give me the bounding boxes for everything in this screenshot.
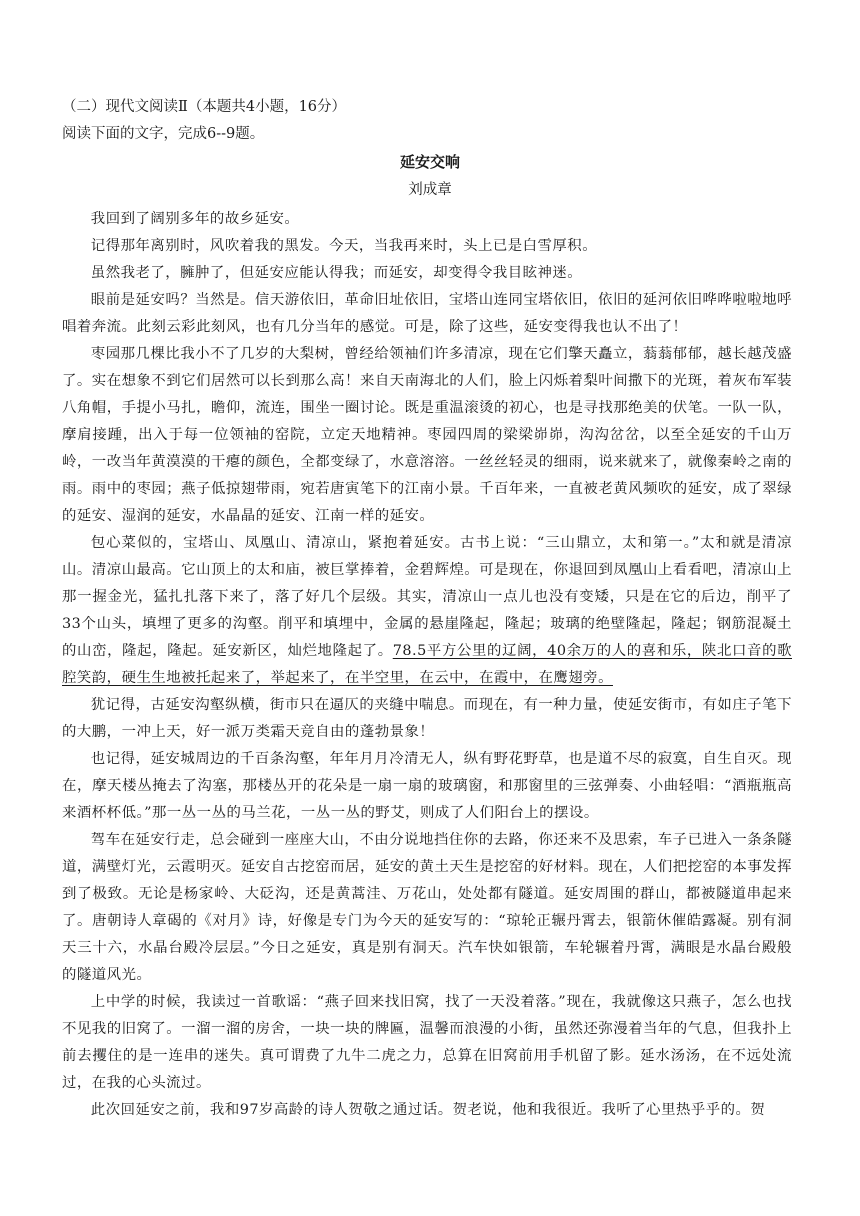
paragraph: 也记得，延安城周边的千百条沟壑，年年月月冷清无人，纵有野花野草，也是道不尽的寂寞，自生自灭。现在，摩天楼丛掩去了沟塞，那楼丛开的花朵是一扇一扇的玻璃窗，和那窗里的三弦弹奏、小曲轻唱：“酒瓶瓶高来酒杯杯低。”那一丛一丛的马兰花，一丛一丛的野艾，则成了人们阳台上的摆设。 <box>62 751 792 821</box>
article-title: 延安交响 <box>399 153 460 171</box>
section-heading: （二）现代文阅读Ⅱ（本题共4小题，16分） <box>62 99 347 115</box>
paragraph: 上中学的时候，我读过一首歌谣：“燕子回来找旧窝，找了一天没着落。”现在，我就像这只燕子，怎么也找不见我的旧窝了。一溜一溜的房舍，一块一块的牌匾，温馨而浪漫的小街，虽然还弥漫着当年的气息，但我扑上前去攫住的是一连串的迷失。真可谓费了九牛二虎之力，总算在旧窝前用手机留了影。延水汤汤，在不远处流过，在我的心头流过。 <box>62 994 792 1091</box>
paragraph: 虽然我老了，臃肿了，但延安应能认得我；而延安，却变得令我目眩神迷。 <box>90 265 583 281</box>
paragraph: 我回到了阔别多年的故乡延安。 <box>90 211 300 227</box>
paragraph: 犹记得，古延安沟壑纵横，街市只在逼仄的夹缝中喘息。而现在，有一种力量，使延安街市，有如庄子笔下的大鹏，一冲上天，好一派万类霜天竞自由的蓬勃景象！ <box>62 697 792 740</box>
paragraph: 记得那年离别时，风吹着我的黑发。今天，当我再来时，头上已是白雪厚积。 <box>90 238 598 254</box>
reading-instruction: 阅读下面的文字，完成6--9题。 <box>62 126 265 142</box>
paragraph-text: 包心菜似的，宝塔山、凤凰山、清凉山，紧抱着延安。古书上说：“三山鼎立，太和第一。”太和就是清凉山。清凉山最高。它山顶上的太和庙，被巨掌捧着，金碧辉煌。可是现在，你退回到凤凰山上看看吧，清凉山上那一握金光，猛扎扎落下来了，落了好几个层级。其实，清凉山一点儿也没有变矮，只是在它的后边，削平了33个山头，填埋了更多的沟壑。削平和填埋中，金属的悬崖隆起，隆起；玻璃的绝壁隆起，隆起；钢筋混凝土的山峦，隆起，隆起。延安新区，灿烂地隆起了。 <box>62 535 792 659</box>
paragraph <box>62 530 792 692</box>
paragraph: 眼前是延安吗？当然是。信天游依旧，革命旧址依旧，宝塔山连同宝塔依旧，依旧的延河依旧哗哗啦啦地呼唱着奔流。此刻云彩此刻风，也有几分当年的感觉。可是，除了这些，延安变得我也认不出了！ <box>62 292 792 335</box>
paragraph: 此次回延安之前，我和97岁高龄的诗人贺敬之通过话。贺老说，他和我很近。我听了心里热乎乎的。贺 <box>90 1102 766 1118</box>
underlined-sentence: 78.5平方公里的辽阔，40余万的人的喜和乐，陕北口音的歌腔笑韵，硬生生地被托起来了，举起来了，在半空里，在云中，在霞中，在鹰翅旁。 <box>62 643 792 686</box>
article-body <box>62 206 792 1124</box>
paragraph: 枣园那几棵比我小不了几岁的大梨树，曾经给领袖们许多清凉，现在它们擎天矗立，蓊蓊郁郁，越长越茂盛了。实在想象不到它们居然可以长到那么高！来自天南海北的人们，脸上闪烁着梨叶间撒下的光斑，着灰布军装八角帽，手提小马扎，瞻仰，流连，围坐一圈讨论。既是重温滚烫的初心，也是寻找那绝美的伏笔。一队一队，摩肩接踵，出入于每一位领袖的窑院，立定天地精神。枣园四周的梁梁峁峁，沟沟岔岔，以至全延安的千山万岭，一改当年黄漠漠的干瘪的颜色，全都变绿了，水意溶溶。一丝丝轻灵的细雨，说来就来了，就像秦岭之南的雨。雨中的枣园；燕子低掠翅带雨，宛若唐寅笔下的江南小景。千百年来，一直被老黄风频吹的延安，成了翠绿的延安、湿润的延安，水晶晶的延安、江南一样的延安。 <box>62 346 792 524</box>
article-author: 刘成章 <box>408 182 452 198</box>
paragraph: 驾车在延安行走，总会碰到一座座大山，不由分说地挡住你的去路，你还来不及思索，车子已进入一条条隧道，满壁灯光，云霞明灭。延安自古挖窑而居，延安的黄土天生是挖窑的好材料。现在，人们把挖窑的本事发挥到了极致。无论是杨家岭、大砭沟，还是黄蒿洼、万花山，处处都有隧道。延安周围的群山，都被隧道串起来了。唐朝诗人章碣的《对月》诗，好像是专门为今天的延安写的：“琼轮正辗丹霄去，银箭休催皓露凝。别有洞天三十六，水晶台殿冷层层。”今日之延安，真是别有洞天。汽车快如银箭，车轮辗着丹霄，满眼是水晶台殿般的隧道风光。 <box>62 832 792 983</box>
